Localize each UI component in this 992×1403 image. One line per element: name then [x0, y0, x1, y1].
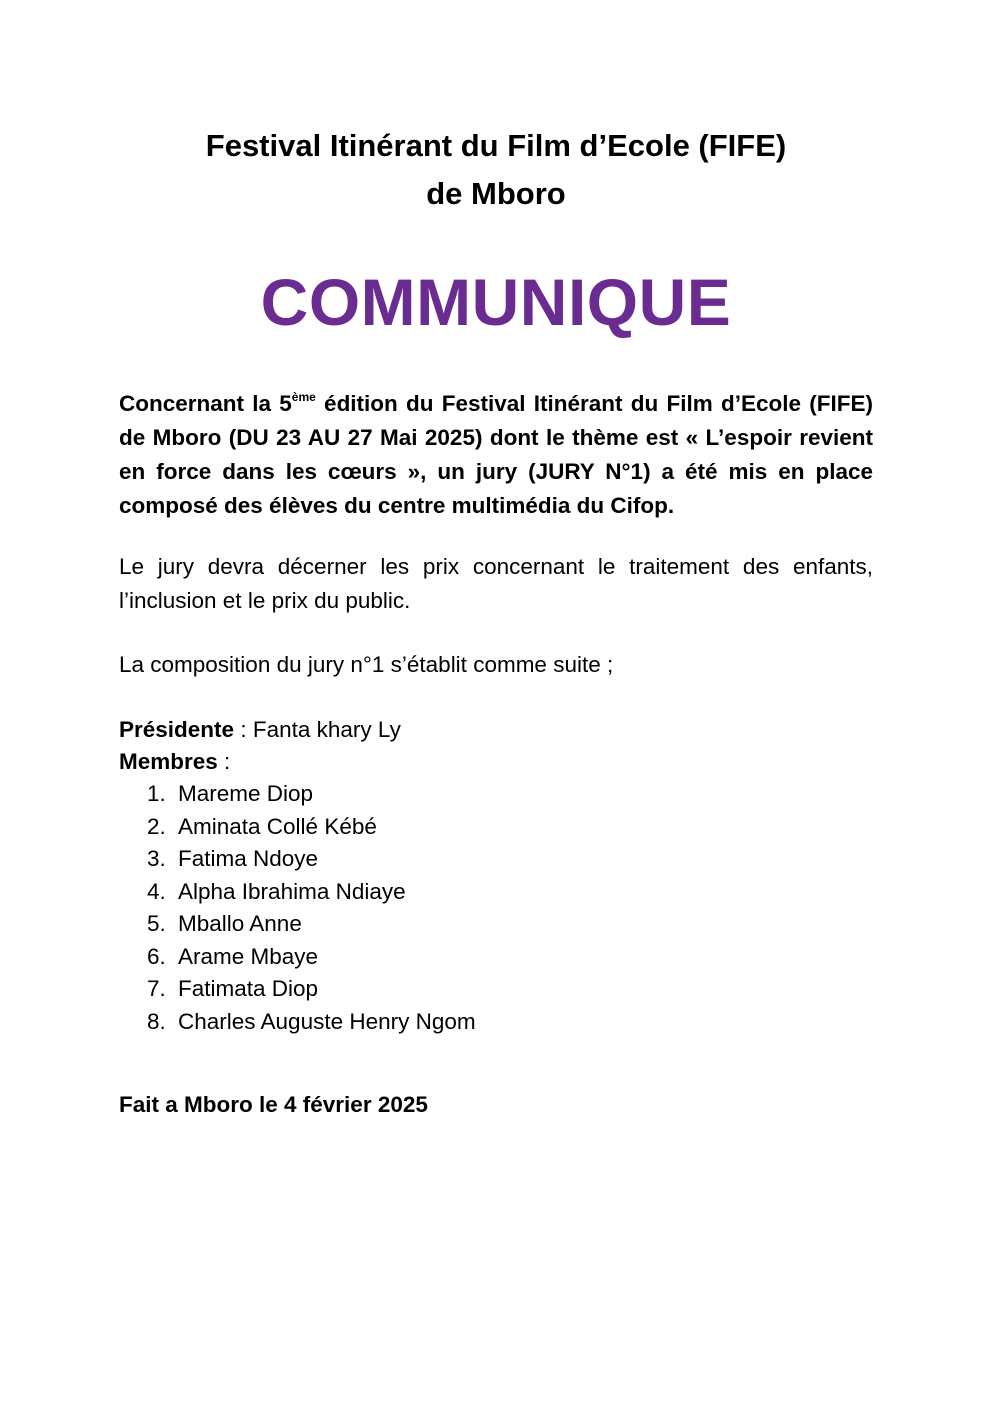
member-item	[119, 941, 476, 974]
closing-signature-line: Fait a Mboro le 4 février 2025	[119, 1092, 428, 1117]
president-separator: :	[234, 717, 253, 742]
composition-paragraph: La composition du jury n°1 s’établit comme suite ;	[119, 652, 614, 677]
member-number: 5.	[147, 911, 166, 936]
member-name: Fatima Ndoye	[178, 846, 319, 871]
member-name: Mareme Diop	[178, 781, 314, 806]
member-name: Aminata Collé Kébé	[178, 813, 377, 839]
members-separator: :	[217, 749, 231, 774]
festival-title-line-1: Festival Itinérant du Film d’Ecole (FIFE)	[205, 128, 787, 163]
president-label: Présidente	[119, 717, 235, 742]
members-heading	[119, 745, 230, 778]
member-number: 1.	[147, 781, 166, 806]
member-number: 6.	[147, 943, 166, 969]
president-line	[119, 713, 401, 746]
intro-paragraph	[119, 387, 873, 523]
member-item	[119, 973, 476, 1006]
member-number: 7.	[147, 976, 166, 1001]
member-name: Alpha Ibrahima Ndiaye	[178, 878, 406, 904]
member-item	[119, 811, 476, 844]
festival-title-line-2: de Mboro	[426, 176, 566, 211]
member-item	[119, 843, 476, 876]
intro-text-rest: édition du Festival Itinérant du Film d’Ecole (FIFE) de Mboro (DU 23 AU 27 Mai 2025) dont le thème est « L’espoir revient en force dans les cœurs », un jury (JURY N°1) a été mis en place composé des élèves du centre multimédia du Cifop.	[119, 391, 873, 518]
members-label: Membres	[119, 749, 218, 774]
members-list	[119, 778, 476, 1038]
communique-title: COMMUNIQUE	[260, 265, 732, 339]
member-name: Mballo Anne	[178, 911, 302, 936]
member-item	[119, 876, 476, 909]
member-number: 3.	[147, 846, 166, 871]
member-number: 2.	[147, 813, 166, 839]
president-name: Fanta khary Ly	[252, 717, 401, 742]
edition-superscript: ème	[291, 390, 316, 404]
member-item	[119, 908, 476, 941]
member-name: Fatimata Diop	[178, 976, 319, 1001]
member-name: Arame Mbaye	[178, 943, 319, 969]
member-item	[119, 778, 476, 811]
awards-paragraph: Le jury devra décerner les prix concernant le traitement des enfants, l’inclusion et le prix du public.	[119, 554, 873, 613]
intro-text-start: Concernant la 5	[119, 391, 292, 416]
member-name: Charles Auguste Henry Ngom	[178, 1008, 476, 1034]
member-number: 8.	[147, 1008, 166, 1034]
member-number: 4.	[147, 878, 166, 904]
member-item	[119, 1006, 476, 1039]
